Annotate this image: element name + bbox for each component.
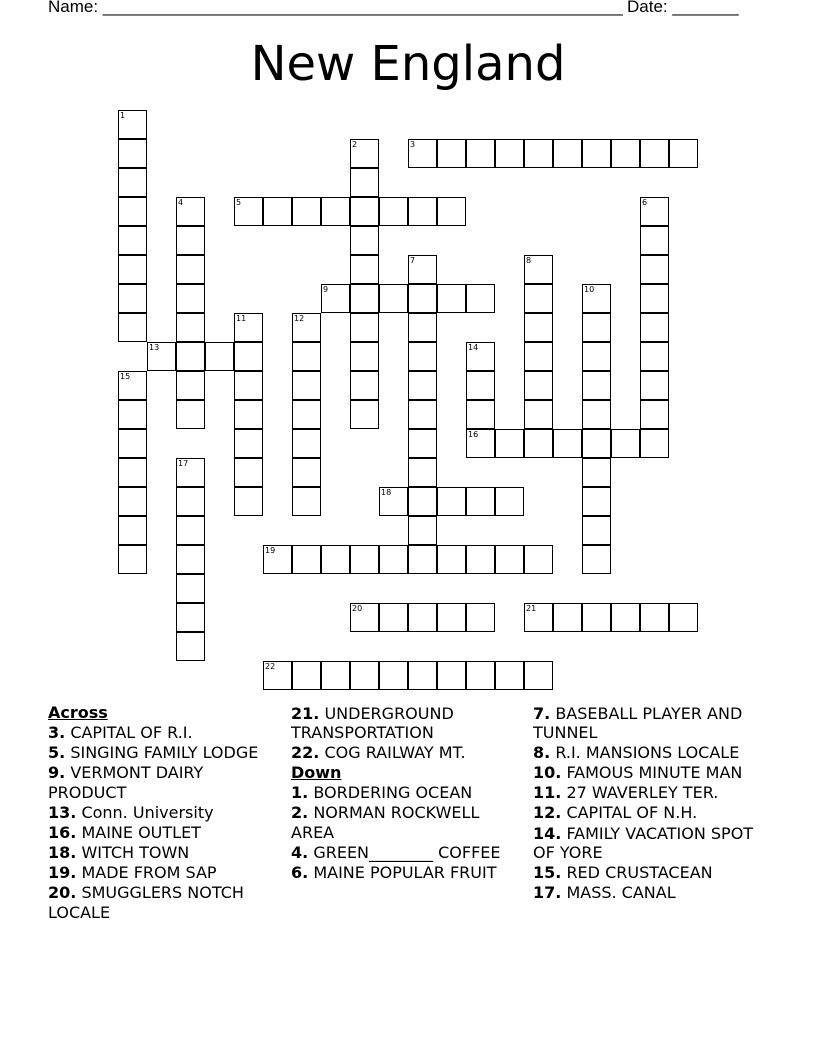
clue-text: SMUGGLERS NOTCH LOCALE (48, 883, 244, 922)
grid-cell[interactable] (408, 545, 437, 574)
grid-cell[interactable] (176, 545, 205, 574)
grid-cell[interactable] (640, 603, 669, 632)
grid-cell[interactable] (292, 545, 321, 574)
grid-cell[interactable] (350, 661, 379, 690)
grid-cell[interactable] (379, 487, 408, 516)
clue-number: 4 (178, 198, 184, 207)
clue-number: 7 (410, 256, 416, 265)
grid-cell[interactable] (495, 139, 524, 168)
across-heading: Across (48, 703, 108, 722)
grid-cell[interactable] (118, 487, 147, 516)
grid-cell[interactable] (582, 342, 611, 371)
grid-cell[interactable] (321, 545, 350, 574)
grid-cell[interactable] (669, 139, 698, 168)
grid-cell[interactable] (292, 458, 321, 487)
down-clue (291, 803, 521, 842)
grid-cell[interactable] (234, 400, 263, 429)
page-header (48, 0, 768, 21)
grid-cell[interactable] (118, 371, 147, 400)
grid-cell[interactable] (611, 429, 640, 458)
grid-cell[interactable] (437, 545, 466, 574)
clue-text: FAMILY VACATION SPOT OF YORE (533, 823, 754, 863)
grid-cell[interactable] (118, 255, 147, 284)
clue-text: GREEN________ COFFEE (313, 842, 501, 862)
name-line: Name: _______________________________________________________ (48, 0, 623, 16)
clue-number: 9 (323, 285, 329, 294)
grid-cell[interactable] (466, 487, 495, 516)
clue-text: WITCH TOWN (81, 843, 190, 863)
down-clue (291, 863, 521, 883)
grid-cell[interactable] (176, 226, 205, 255)
down-heading: Down (291, 762, 342, 782)
grid-cell[interactable] (408, 487, 437, 516)
grid-cell[interactable] (350, 400, 379, 429)
grid-cell[interactable] (292, 400, 321, 429)
grid-cell[interactable] (582, 139, 611, 168)
grid-cell[interactable] (118, 226, 147, 255)
grid-cell[interactable] (234, 487, 263, 516)
clue-text: MADE FROM SAP (81, 863, 217, 883)
grid-cell[interactable] (176, 197, 205, 226)
clue-text: BASEBALL PLAYER AND TUNNEL (533, 703, 743, 743)
grid-cell[interactable] (466, 429, 495, 458)
clue-text: NORMAN ROCKWELL AREA (291, 802, 480, 842)
clue-text: MASS. CANAL (566, 883, 676, 903)
grid-cell[interactable] (263, 197, 292, 226)
across-clue (48, 823, 278, 843)
across-clue (48, 843, 278, 863)
clue-number: 18 (381, 488, 392, 497)
grid-cell[interactable] (350, 342, 379, 371)
grid-cell[interactable] (640, 255, 669, 284)
clue-text: CAPITAL OF R.I. (70, 723, 193, 743)
grid-cell[interactable] (147, 342, 176, 371)
grid-cell[interactable] (292, 429, 321, 458)
across-clue (291, 743, 521, 763)
grid-cell[interactable] (176, 284, 205, 313)
down-clue (533, 704, 768, 743)
grid-cell[interactable] (524, 371, 553, 400)
grid-cell[interactable] (640, 284, 669, 313)
grid-cell[interactable] (437, 487, 466, 516)
clue-text: SINGING FAMILY LODGE (70, 743, 259, 763)
clue-num: 11. (533, 783, 562, 803)
clue-number: 10 (584, 285, 595, 294)
down-clue (533, 824, 768, 863)
clue-number: 16 (468, 430, 479, 439)
grid-cell[interactable] (408, 516, 437, 545)
grid-cell[interactable] (524, 255, 553, 284)
clue-num: 14. (533, 823, 562, 843)
grid-cell[interactable] (176, 603, 205, 632)
clue-num: 13. (48, 802, 77, 822)
clue-text: BORDERING OCEAN (313, 782, 473, 802)
grid-cell[interactable] (611, 139, 640, 168)
grid-cell[interactable] (524, 603, 553, 632)
grid-cell[interactable] (466, 400, 495, 429)
grid-cell[interactable] (437, 661, 466, 690)
grid-cell[interactable] (582, 603, 611, 632)
clue-text: VERMONT DAIRY PRODUCT (48, 763, 204, 802)
clue-number: 6 (642, 198, 648, 207)
grid-cell[interactable] (176, 313, 205, 342)
grid-cell[interactable] (234, 313, 263, 342)
grid-cell[interactable] (640, 197, 669, 226)
clue-num: 6. (291, 862, 309, 882)
grid-cell[interactable] (176, 255, 205, 284)
grid-cell[interactable] (408, 603, 437, 632)
grid-cell[interactable] (466, 371, 495, 400)
grid-cell[interactable] (234, 197, 263, 226)
grid-cell[interactable] (118, 168, 147, 197)
clue-number: 5 (236, 198, 242, 207)
grid-cell[interactable] (408, 429, 437, 458)
grid-cell[interactable] (408, 313, 437, 342)
clue-number: 15 (120, 372, 131, 381)
grid-cell[interactable] (524, 400, 553, 429)
clue-num: 17. (533, 883, 562, 903)
grid-cell[interactable] (118, 458, 147, 487)
grid-cell[interactable] (118, 197, 147, 226)
down-clue (533, 863, 768, 883)
grid-cell[interactable] (524, 342, 553, 371)
grid-cell[interactable] (379, 603, 408, 632)
grid-cell[interactable] (292, 313, 321, 342)
grid-cell[interactable] (350, 255, 379, 284)
grid-cell[interactable] (466, 603, 495, 632)
grid-cell[interactable] (118, 139, 147, 168)
grid-cell[interactable] (640, 226, 669, 255)
grid-cell[interactable] (350, 313, 379, 342)
page-title: New England (250, 36, 566, 92)
clue-number: 14 (468, 343, 479, 352)
clue-num: 10. (533, 763, 562, 783)
grid-cell[interactable] (582, 313, 611, 342)
grid-cell[interactable] (408, 284, 437, 313)
grid-cell[interactable] (408, 342, 437, 371)
clue-column-1 (48, 703, 278, 923)
grid-cell[interactable] (350, 197, 379, 226)
grid-cell[interactable] (495, 661, 524, 690)
clue-num: 21. (291, 703, 320, 723)
clue-text: UNDERGROUND TRANSPORTATION (291, 703, 454, 743)
grid-cell[interactable] (350, 168, 379, 197)
grid-cell[interactable] (205, 342, 234, 371)
grid-cell[interactable] (118, 313, 147, 342)
grid-cell[interactable] (408, 400, 437, 429)
grid-cell[interactable] (176, 400, 205, 429)
grid-cell[interactable] (524, 139, 553, 168)
clue-num: 2. (291, 802, 309, 822)
grid-cell[interactable] (118, 110, 147, 139)
across-clue (48, 863, 278, 883)
grid-cell[interactable] (350, 226, 379, 255)
grid-cell[interactable] (350, 545, 379, 574)
grid-cell[interactable] (408, 197, 437, 226)
grid-cell[interactable] (118, 429, 147, 458)
grid-cell[interactable] (466, 284, 495, 313)
clue-num: 19. (48, 863, 77, 883)
down-clue (533, 743, 768, 763)
grid-cell[interactable] (582, 458, 611, 487)
grid-cell[interactable] (234, 458, 263, 487)
grid-cell[interactable] (408, 661, 437, 690)
grid-cell[interactable] (582, 400, 611, 429)
clue-number: 1 (120, 111, 126, 120)
clue-text: 27 WAVERLEY TER. (566, 783, 719, 803)
clue-num: 18. (48, 843, 77, 863)
grid-cell[interactable] (466, 342, 495, 371)
grid-cell[interactable] (176, 487, 205, 516)
across-clue (48, 723, 278, 743)
clue-num: 3. (48, 723, 66, 743)
down-clue (291, 783, 521, 803)
clue-number: 13 (149, 343, 160, 352)
clue-num: 7. (533, 703, 551, 723)
grid-cell[interactable] (292, 197, 321, 226)
grid-cell[interactable] (495, 429, 524, 458)
clue-column-3 (533, 703, 768, 903)
grid-cell[interactable] (640, 371, 669, 400)
grid-cell[interactable] (176, 342, 205, 371)
clue-number: 22 (265, 662, 276, 671)
clue-text: R.I. MANSIONS LOCALE (555, 743, 740, 763)
grid-cell[interactable] (234, 342, 263, 371)
grid-cell[interactable] (292, 371, 321, 400)
grid-cell[interactable] (379, 197, 408, 226)
clue-number: 11 (236, 314, 247, 323)
grid-cell[interactable] (176, 574, 205, 603)
grid-cell[interactable] (553, 139, 582, 168)
clue-text: RED CRUSTACEAN (566, 863, 713, 883)
grid-cell[interactable] (582, 284, 611, 313)
clue-num: 12. (533, 803, 562, 823)
clue-text: CAPITAL OF N.H. (566, 803, 698, 823)
clue-num: 1. (291, 782, 309, 802)
clue-num: 5. (48, 743, 66, 763)
grid-cell[interactable] (640, 400, 669, 429)
clue-num: 22. (291, 743, 320, 763)
grid-cell[interactable] (495, 545, 524, 574)
across-clue (48, 743, 278, 763)
clue-text: FAMOUS MINUTE MAN (566, 763, 743, 783)
clue-text: Conn. University (81, 802, 214, 822)
grid-cell[interactable] (263, 661, 292, 690)
grid-cell[interactable] (263, 545, 292, 574)
grid-cell[interactable] (379, 284, 408, 313)
clue-num: 15. (533, 863, 562, 883)
grid-cell[interactable] (292, 342, 321, 371)
grid-cell[interactable] (582, 545, 611, 574)
clue-number: 21 (526, 604, 537, 613)
grid-cell[interactable] (118, 516, 147, 545)
grid-cell[interactable] (176, 458, 205, 487)
grid-cell[interactable] (640, 139, 669, 168)
down-clue (533, 883, 768, 903)
grid-cell[interactable] (118, 400, 147, 429)
across-clue (291, 704, 521, 743)
grid-cell[interactable] (234, 371, 263, 400)
grid-cell[interactable] (321, 284, 350, 313)
grid-cell[interactable] (321, 661, 350, 690)
grid-cell[interactable] (437, 284, 466, 313)
clue-number: 20 (352, 604, 363, 613)
grid-cell[interactable] (466, 545, 495, 574)
grid-cell[interactable] (466, 139, 495, 168)
grid-cell[interactable] (466, 661, 495, 690)
grid-cell[interactable] (350, 139, 379, 168)
grid-cell[interactable] (524, 545, 553, 574)
grid-cell[interactable] (321, 197, 350, 226)
down-clue (533, 803, 768, 823)
clue-number: 3 (410, 140, 416, 149)
clue-num: 16. (48, 823, 77, 843)
grid-cell[interactable] (118, 284, 147, 313)
across-clue (48, 763, 278, 802)
clue-number: 19 (265, 546, 276, 555)
grid-cell[interactable] (379, 545, 408, 574)
clue-column-2 (291, 703, 521, 882)
date-line: Date: _______ (627, 0, 739, 16)
clue-num: 20. (48, 883, 77, 903)
grid-cell[interactable] (640, 342, 669, 371)
grid-cell[interactable] (350, 284, 379, 313)
grid-cell[interactable] (350, 603, 379, 632)
grid-cell[interactable] (234, 429, 263, 458)
grid-cell[interactable] (582, 487, 611, 516)
clue-number: 8 (526, 256, 532, 265)
clue-text: MAINE OUTLET (81, 823, 201, 843)
down-clue (291, 843, 521, 863)
across-clue (48, 883, 278, 922)
clue-number: 2 (352, 140, 358, 149)
grid-cell[interactable] (582, 429, 611, 458)
grid-cell[interactable] (176, 632, 205, 661)
clue-number: 12 (294, 314, 305, 323)
grid-cell[interactable] (524, 429, 553, 458)
grid-cell[interactable] (437, 197, 466, 226)
grid-cell[interactable] (640, 313, 669, 342)
grid-cell[interactable] (118, 545, 147, 574)
clue-text: COG RAILWAY MT. (324, 743, 466, 763)
clue-number: 17 (178, 459, 189, 468)
grid-cell[interactable] (524, 284, 553, 313)
grid-cell[interactable] (495, 487, 524, 516)
grid-cell[interactable] (176, 516, 205, 545)
grid-cell[interactable] (553, 429, 582, 458)
grid-cell[interactable] (292, 487, 321, 516)
clue-num: 8. (533, 743, 551, 763)
clue-num: 9. (48, 763, 66, 783)
across-clue (48, 803, 278, 823)
grid-cell[interactable] (640, 429, 669, 458)
grid-cell[interactable] (292, 661, 321, 690)
grid-cell[interactable] (582, 371, 611, 400)
grid-cell[interactable] (669, 603, 698, 632)
grid-cell[interactable] (553, 603, 582, 632)
clue-text: MAINE POPULAR FRUIT (313, 862, 497, 882)
grid-cell[interactable] (408, 371, 437, 400)
grid-cell[interactable] (408, 139, 437, 168)
grid-cell[interactable] (524, 313, 553, 342)
grid-cell[interactable] (379, 661, 408, 690)
grid-cell[interactable] (437, 139, 466, 168)
grid-cell[interactable] (524, 661, 553, 690)
grid-cell[interactable] (408, 458, 437, 487)
grid-cell[interactable] (176, 371, 205, 400)
clue-num: 4. (291, 842, 309, 862)
grid-cell[interactable] (611, 603, 640, 632)
grid-cell[interactable] (350, 371, 379, 400)
grid-cell[interactable] (437, 603, 466, 632)
down-clue (533, 763, 768, 783)
grid-cell[interactable] (582, 516, 611, 545)
down-clue (533, 783, 768, 803)
grid-cell[interactable] (408, 255, 437, 284)
